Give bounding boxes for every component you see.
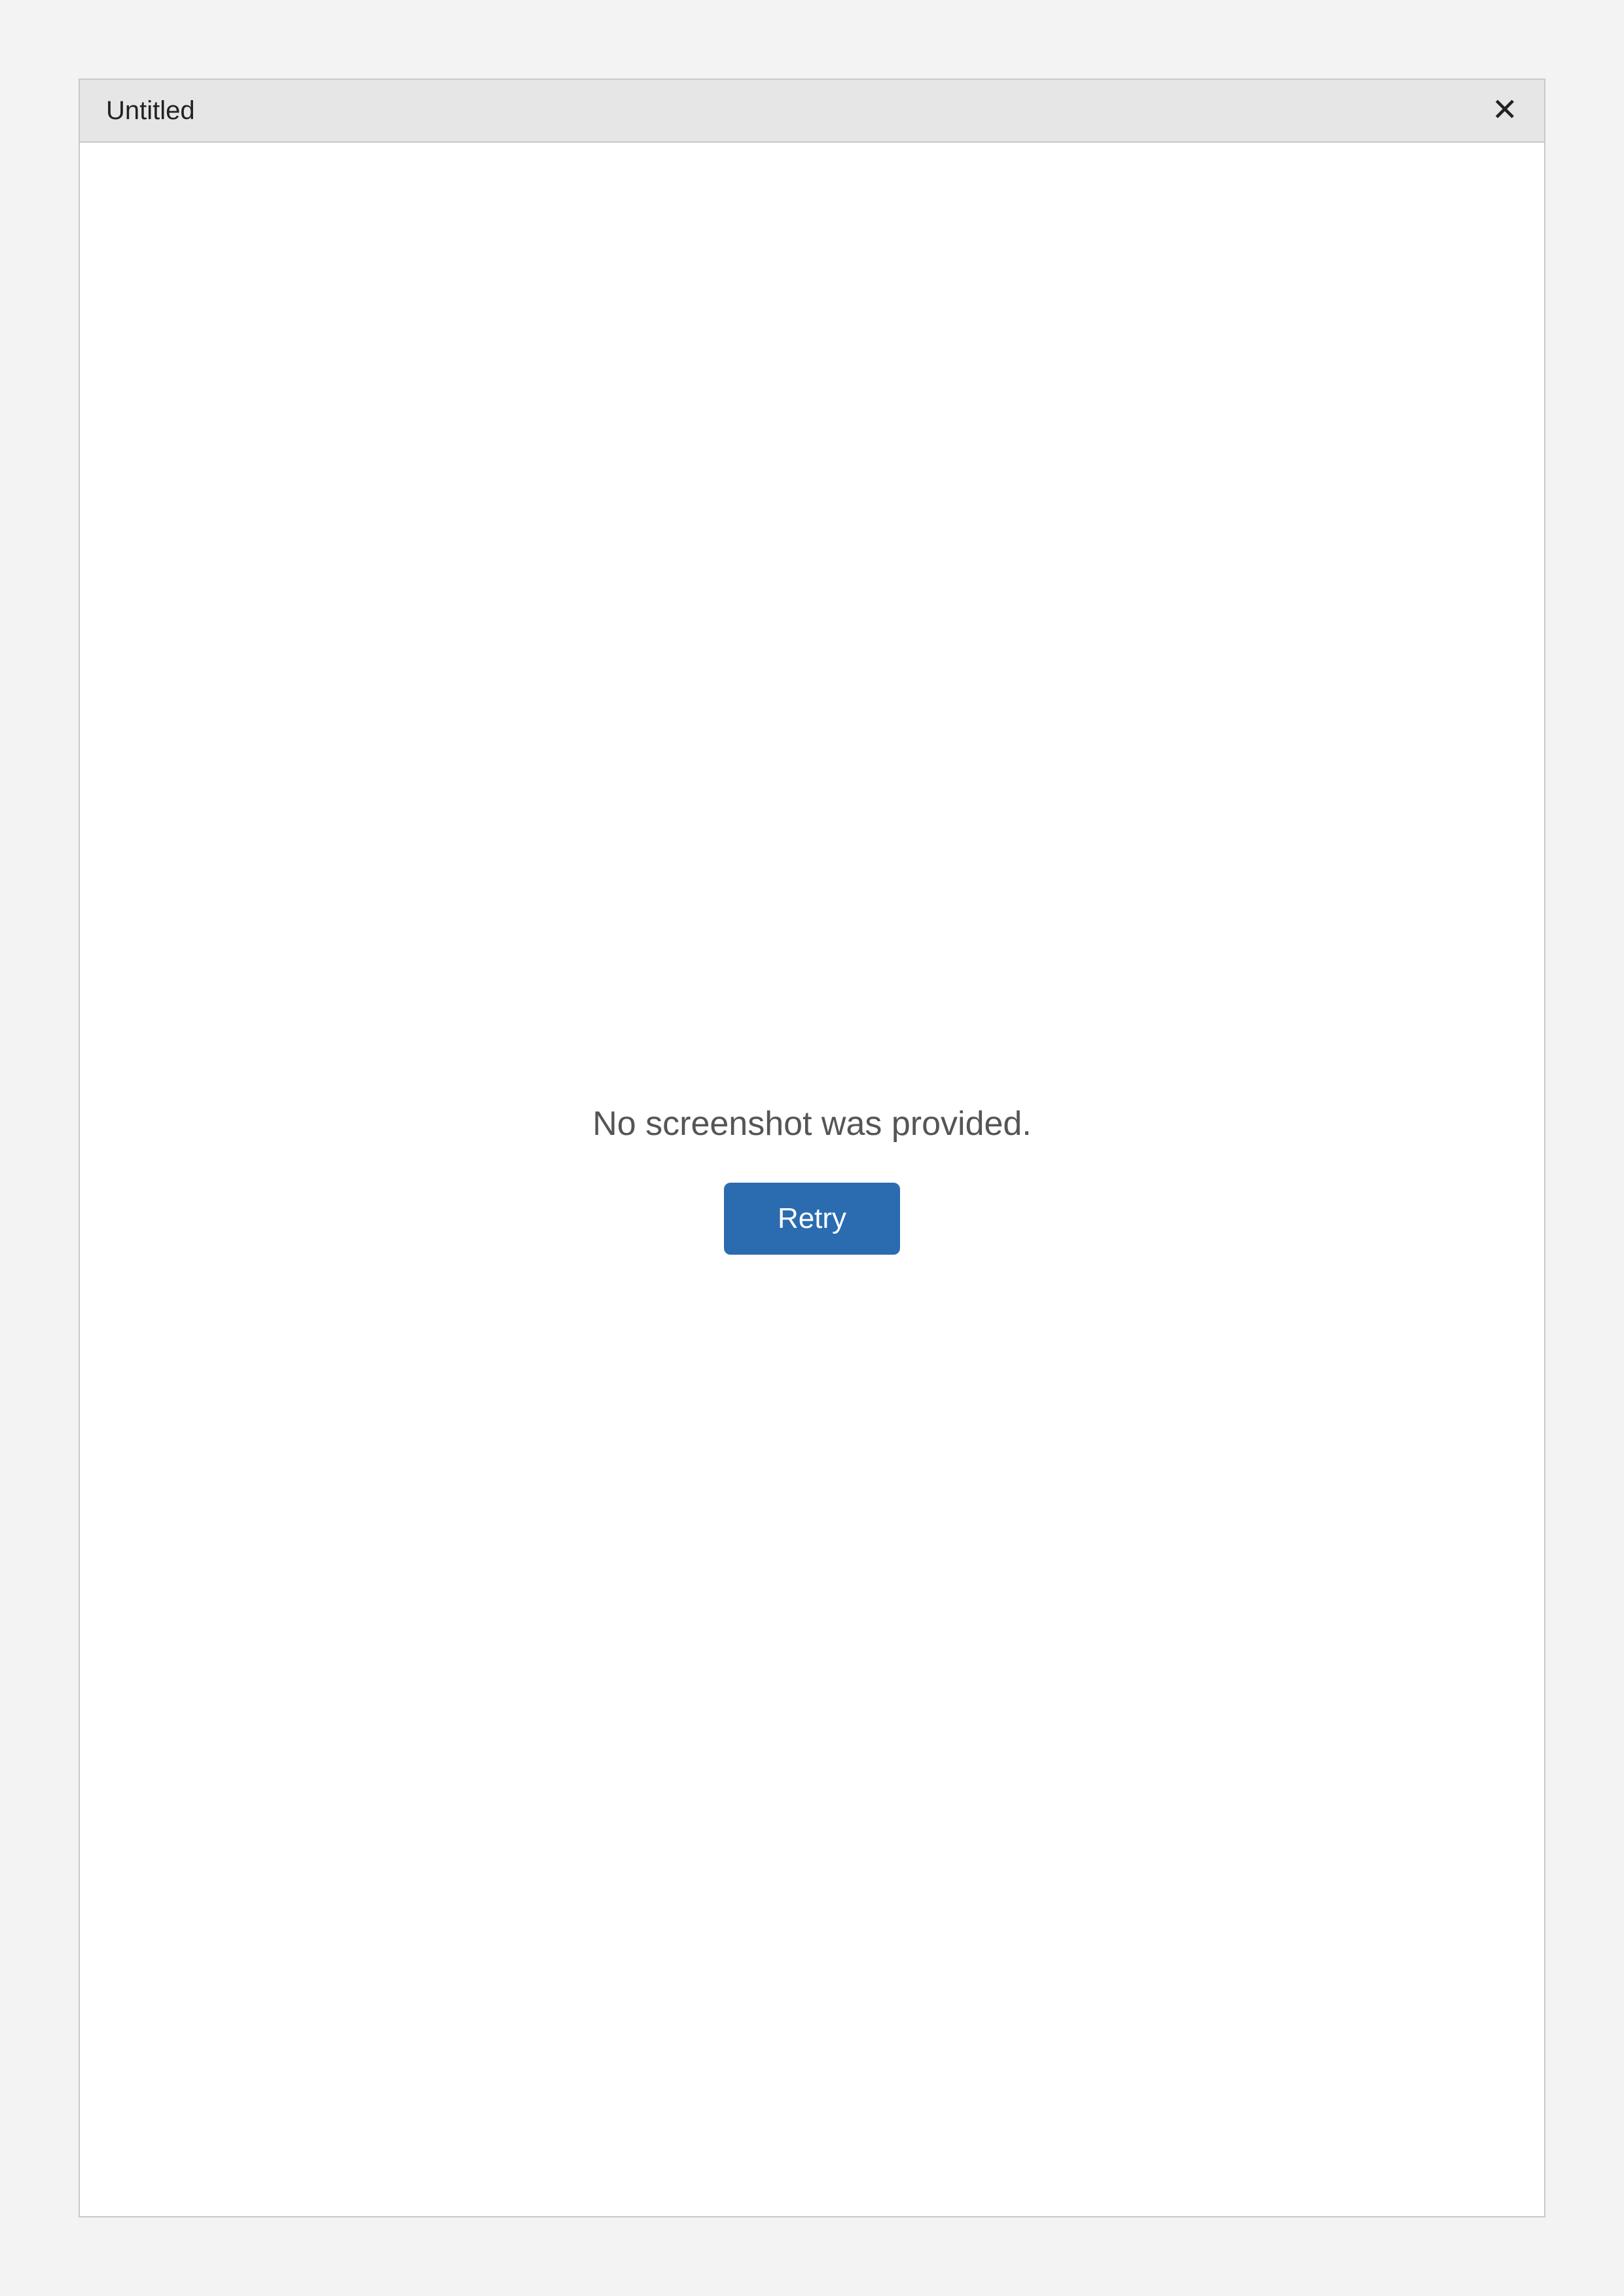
window-title: Untitled <box>106 96 195 125</box>
close-icon[interactable]: ✕ <box>1491 93 1518 128</box>
main-content <box>80 143 1544 2216</box>
title-bar <box>80 80 1544 143</box>
app-window <box>79 79 1545 2217</box>
placeholder-notice: No screenshot was provided. <box>592 1105 1032 1143</box>
retry-button[interactable]: Retry <box>724 1183 900 1255</box>
